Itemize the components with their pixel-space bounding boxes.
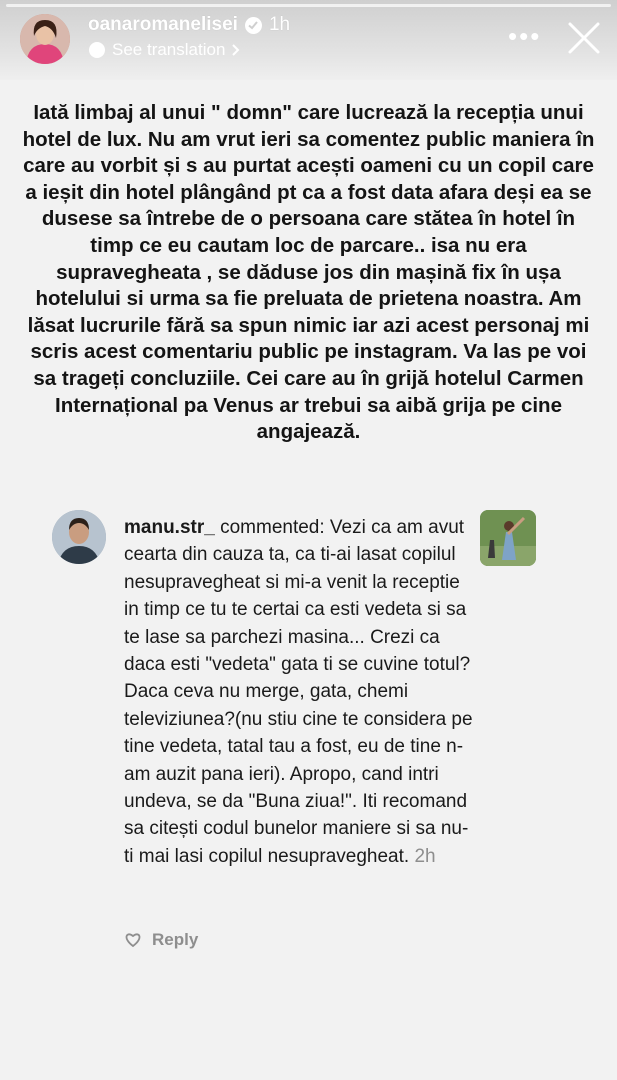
story-username[interactable] [88,14,290,36]
more-icon[interactable]: ••• [508,21,542,51]
story-progress-bar [6,4,611,7]
story-time-ago: 1h [268,14,291,35]
commenter-username: manu.str_ [124,517,215,538]
comment-body [124,514,474,870]
chevron-right-icon [231,43,241,57]
see-translation-label[interactable]: See translation [112,40,226,59]
see-translation-link[interactable] [88,40,241,60]
username-text[interactable]: oanaromanelisei [88,14,238,35]
reply-button[interactable]: Reply [152,930,199,949]
reply-row [124,930,198,950]
comment-screenshot [44,502,564,962]
comment-action: commented: [220,517,325,538]
commenter-avatar [52,510,106,564]
profile-avatar[interactable] [20,14,70,64]
comment-time: 2h [414,845,436,867]
heart-icon[interactable] [124,932,142,948]
story-header [0,0,617,80]
globe-icon [88,41,106,59]
story-caption-text: Iată limbaj al unui " domn" care lucrează la recepția unui hotel de lux. Nu am vrut ieri sa comentez public maniera în care au vorbit și s au purtat acești oameni cu un copil care a ieșit din hotel plângând pt ca a fost data afara deși ea se dusese sa întrebe de o persoana care stătea în hotel în timp ce eu cautam loc de parcare.. isa nu era supravegheata , se dăduse jos din mașină fix în ușa hotelului si urma sa fie preluata de prietena noastra. Am lăsat lucrurile fără sa spun nimic iar azi acest personaj mi scris acest comentariu public pe instagram. Va las pe voi sa trageți concluziile. Cei care au în grijă hotelul Carmen Internațional pa Venus ar trebui sa aibă grija pe cine angajează. [22,101,595,444]
post-thumbnail [480,510,536,566]
close-icon[interactable] [566,20,602,56]
comment-text: Vezi ca am avut cearta din cauza ta, ca ti-ai lasat copilul nesupravegheat si mi-a venit la receptie in timp ce tu te certai ca esti vedeta si sa te lase sa parchezi masina... Crezi ca daca esti "vedeta" gata ti se cuvine totul? Daca ceva nu merge, gata, chemi televiziunea?(nu stiu cine te considera pe tine vedeta, tatal tau a fost, eu de tine n-am auzit pana ieri). Apropo, cand intri undeva, se da "Buna ziua!". Iti recomand sa citești codul bunelor maniere si sa nu-ti mai lasi copilul nesupravegheat. [124,517,473,867]
verified-badge-icon [245,17,262,34]
